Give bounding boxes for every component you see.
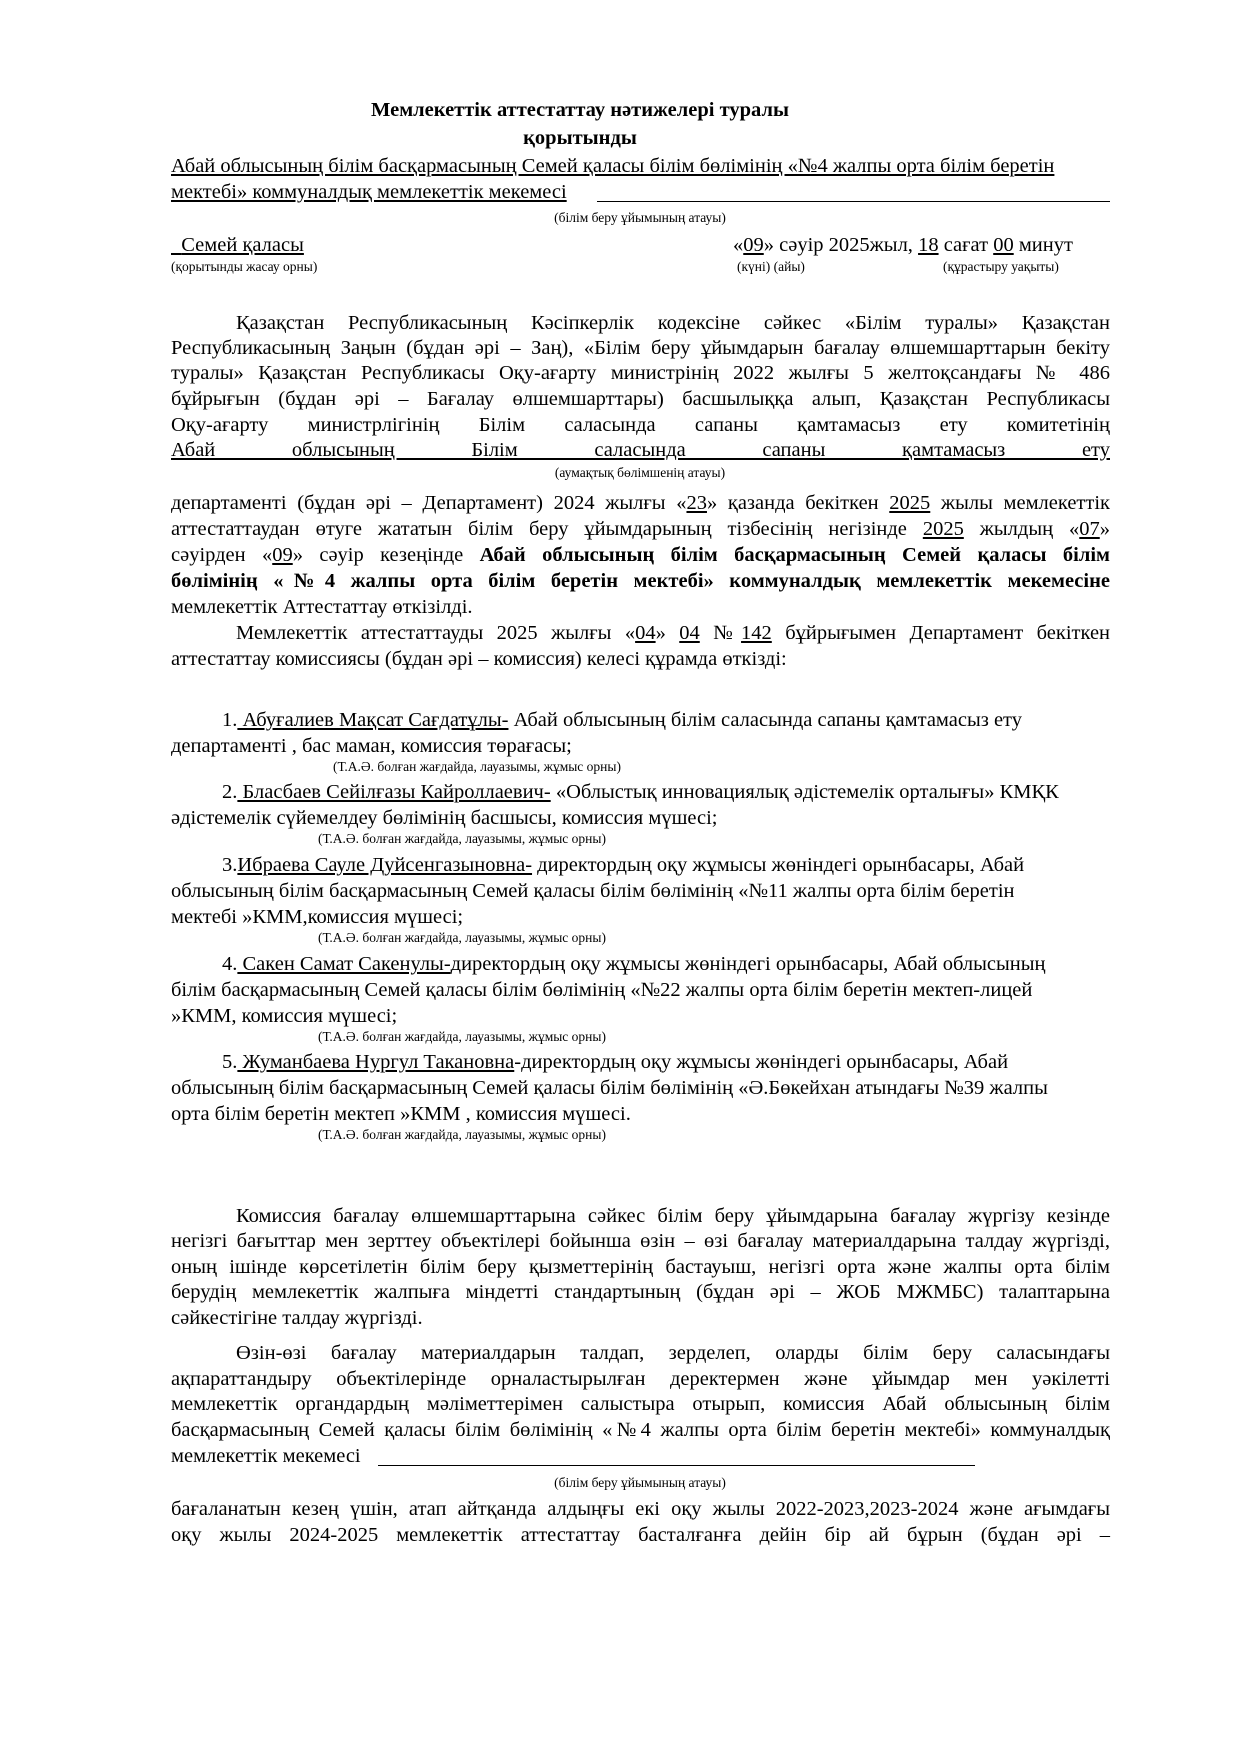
member-4-line2: білім басқармасының Семей қаласы білім бөлімінің «№22 жалпы орта білім беретін мектеп-лицей (171, 979, 1033, 1001)
time-caption: (құрастыру уақыты) (943, 259, 1059, 274)
assessment-last-line: сәйкестігіне талдау жүргізді. (171, 1307, 423, 1329)
analysis-org-blank-line (378, 1465, 975, 1466)
date-caption: (күні) (айы) (737, 259, 805, 274)
time-hour: 18 (918, 234, 939, 256)
analysis-tail-line: бағаланатын кезең үшін, атап айтқанда алдыңғы екі оқу жылы 2022-2023,2023-2024 және ағымдағы (171, 1498, 1110, 1520)
intro-line: бұйрығын (бұдан әрі – Бағалау өлшемшарттары) басшылыққа алып, Қазақстан Республикасы (171, 388, 1110, 410)
member-5-line3: орта білім беретін мектеп »КММ , комиссия мүшесі. (171, 1103, 631, 1125)
member-4: 4. Сакен Самат Сакенулы-директордың оқу жұмысы жөніндегі орынбасары, Абай облысының (222, 953, 1046, 975)
analysis-line: Өзін-өзі бағалау материалдарын талдап, зерделеп, оларды білім беру саласындағы (236, 1342, 1110, 1364)
member-2-line2: әдістемелік сүйемелдеу бөлімінің басшысы, комиссия мүшесі; (171, 807, 718, 829)
intro-line: Республикасының Заңын (бұдан әрі – Заң), «Білім беру ұйымдарын бағалау өлшемшарттарын бекіту (171, 337, 1110, 359)
document-title-line2: қорытынды (523, 127, 637, 149)
place-caption: (қорытынды жасау орны) (171, 259, 318, 274)
commission-intro-line2: аттестаттау комиссиясы (бұдан әрі – комиссия) келесі құрамда өткізді: (171, 648, 787, 670)
commission-intro-line1: Мемлекеттік аттестаттауды 2025 жылғы «04» 04 №142 бұйрығымен Департамент бекіткен (236, 622, 1111, 644)
document-title: Мемлекеттік аттестаттау нәтижелері туралы (371, 99, 789, 121)
assessment-line: берудің мемлекеттік жалпыға міндетті стандартының (бұдан әрі – ЖОБ МЖМБС) талаптарына (171, 1281, 1110, 1303)
member-1: 1. Абуғалиев Мақсат Сағдатұлы- Абай облысының білім саласында сапаны қамтамасыз ету (222, 709, 1022, 731)
intro-bold-line: бөлімінің «№4 жалпы орта білім беретін мектебі» коммуналдық мемлекеттік мекемесіне (171, 570, 1110, 592)
analysis-line: мемлекеттік органдардың мәліметтерімен салыстыра отырып, комиссия Абай облысының білім (171, 1393, 1110, 1415)
org-name-blank-line (597, 201, 1110, 202)
place-value: Семей қаласы (181, 234, 304, 256)
member-3: 3.Ибраева Сауле Дуйсенгазыновна- директордың оқу жұмысы жөніндегі орынбасары, Абай (222, 854, 1025, 876)
member-1-caption: (Т.А.Ә. болған жағдайда, лауазымы, жұмыс орны) (333, 759, 621, 774)
member-5: 5. Жуманбаева Нургул Такановна-директордың оқу жұмысы жөніндегі орынбасары, Абай (222, 1051, 1009, 1073)
intro-line: Оқу-ағарту министрлігінің Білім саласында сапаны қамтамасыз ету комитетінің (171, 414, 1110, 436)
org-name-line1: Абай облысының білім басқармасының Семей қаласы білім бөлімінің «№4 жалпы орта білім беретін (171, 155, 1055, 177)
member-3-line3: мектебі »КММ,комиссия мүшесі; (171, 906, 464, 928)
intro-dept-line: департаменті (бұдан әрі – Департамент) 2024 жылғы «23» қазанда бекіткен 2025 жылы мемлекеттік (171, 492, 1110, 514)
member-3-line2: облысының білім басқармасының Семей қаласы білім бөлімінің «№11 жалпы орта білім беретін (171, 880, 1015, 902)
analysis-org-caption: (білім беру ұйымының атауы) (554, 1475, 726, 1490)
analysis-tail-line: оқу жылы 2024-2025 мемлекеттік аттестаттау басталғанға дейін бір ай бұрын (бұдан әрі – (171, 1524, 1110, 1546)
assessment-line: негізгі бағыттар мен зерттеу объектілері бойынша өзін – өзі бағалау материалдарына талдау жүргізді, (171, 1230, 1110, 1252)
org-name-line2: мектебі» коммуналдық мемлекеттік мекемесі (171, 181, 567, 203)
date-day: 09 (743, 234, 764, 256)
intro-line: туралы» Қазақстан Республикасы Оқу-ағарту министрінің 2022 жылғы 5 желтоқсандағы № 486 (171, 362, 1110, 384)
intro-period-line: сәуірден «09» сәуір кезеңінде Абай облысының білім басқармасының Семей қаласы білім (171, 544, 1111, 566)
date-time-value: «09» сәуір 2025жыл, 18 сағат 00 минут (733, 234, 1073, 256)
intro-line: Қазақстан Республикасының Кәсіпкерлік кодексіне сәйкес «Білім туралы» Қазақстан (236, 312, 1110, 334)
assessment-line: оның ішінде көрсетілетін білім беру қызметтерінің бастауыш, негізгі орта және жалпы орта білім (171, 1256, 1110, 1278)
region-caption: (аумақтық бөлімшенің атауы) (554, 465, 726, 480)
org-name-caption: (білім беру ұйымының атауы) (554, 210, 726, 225)
intro-final-line: мемлекеттік Аттестаттау өткізілді. (171, 596, 473, 618)
member-5-caption: (Т.А.Ә. болған жағдайда, лауазымы, жұмыс орны) (318, 1127, 606, 1142)
member-5-line2: облысының білім басқармасының Семей қаласы білім бөлімінің «Ә.Бөкейхан атындағы №39 жалпы (171, 1077, 1048, 1099)
member-3-caption: (Т.А.Ә. болған жағдайда, лауазымы, жұмыс орны) (318, 930, 606, 945)
member-1-line2: департаменті , бас маман, комиссия төрағасы; (171, 735, 572, 757)
member-4-line3: »КММ, комиссия мүшесі; (171, 1005, 398, 1027)
intro-attest-line: аттестаттаудан өтуге жататын білім беру ұйымдарының тізбесінің негізінде 2025 жылдың «07» (171, 518, 1110, 540)
member-2-caption: (Т.А.Ә. болған жағдайда, лауазымы, жұмыс орны) (318, 831, 606, 846)
analysis-line: басқармасының Семей қаласы білім бөлімінің «№4 жалпы орта білім беретін мектебі» коммуналдық (171, 1419, 1110, 1441)
region-name: Абай облысының Білім саласында сапаны қамтамасыз ету (171, 439, 1110, 461)
time-minute: 00 (993, 234, 1014, 256)
analysis-line: ақпараттандыру объектілерінде орналастырылған деректермен және ұйымдар мен уәкілетті (171, 1368, 1110, 1390)
analysis-org-end: мемлекеттік мекемесі (171, 1445, 361, 1467)
member-2: 2. Бласбаев Сейілғазы Кайроллаевич- «Облыстық инновациялық әдістемелік орталығы» КМҚК (222, 781, 1059, 803)
member-4-caption: (Т.А.Ә. болған жағдайда, лауазымы, жұмыс орны) (318, 1029, 606, 1044)
assessment-line: Комиссия бағалау өлшемшарттарына сәйкес білім беру ұйымдарына бағалау жүргізу кезінде (236, 1205, 1110, 1227)
